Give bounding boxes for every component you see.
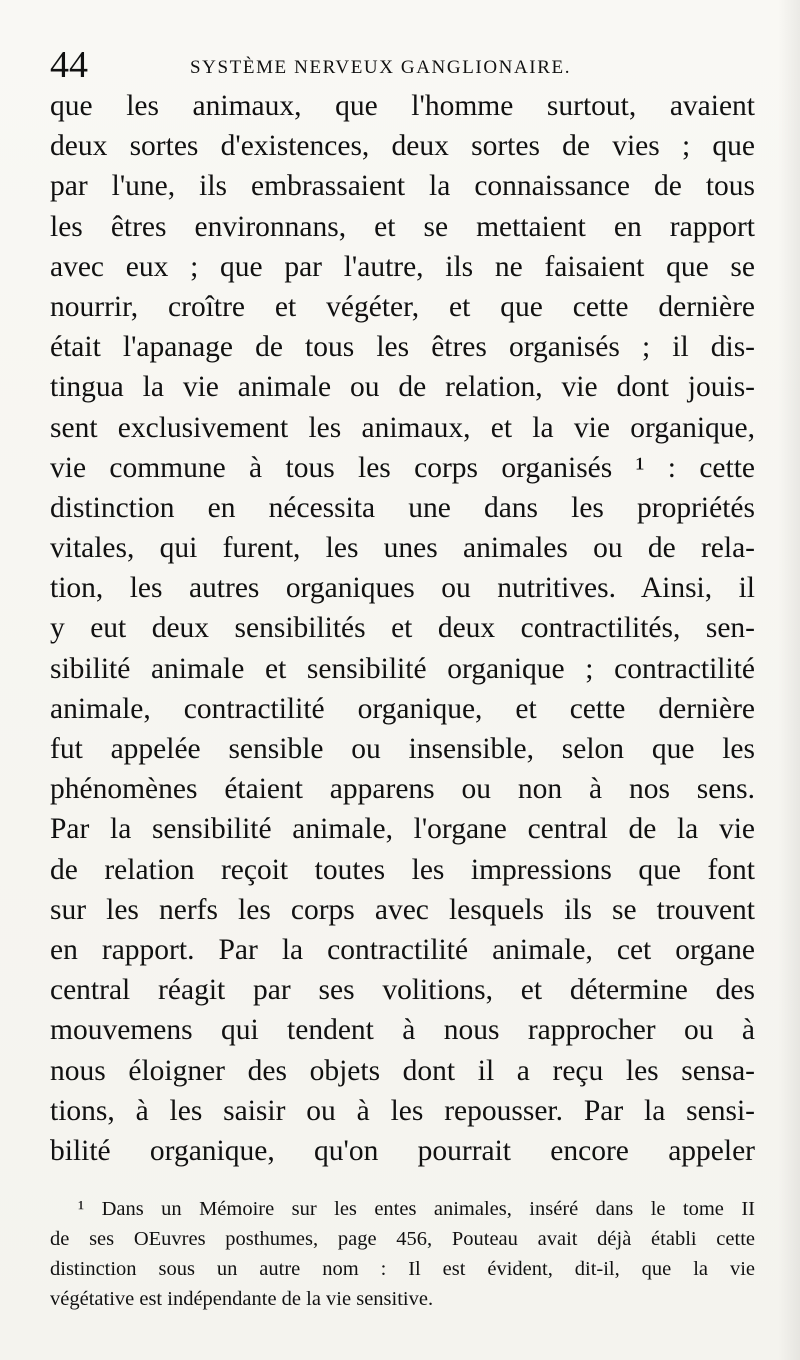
page-edge-shadow <box>778 0 800 1360</box>
text-line: central réagit par ses volitions, et détermine des <box>50 974 755 1007</box>
text-line: vitales, qui furent, les unes animales ou de rela- <box>50 532 755 565</box>
text-line: y eut deux sensibilités et deux contractilités, sen- <box>50 612 755 645</box>
text-line: par l'une, ils embrassaient la connaissance de tous <box>50 170 755 203</box>
text-line: sur les nerfs les corps avec lesquels ils se trouvent <box>50 893 755 926</box>
text-line: avec eux ; que par l'autre, ils ne faisaient que se <box>50 250 755 283</box>
page-header <box>50 40 755 90</box>
text-line: animale, contractilité organique, et cette dernière <box>50 692 755 725</box>
text-line: distinction en nécessita une dans les propriétés <box>50 491 755 524</box>
text-line: en rapport. Par la contractilité animale, cet organe <box>50 933 755 966</box>
text-line: fut appelée sensible ou insensible, selon que les <box>50 733 755 765</box>
page-number: 44 <box>50 44 88 86</box>
text-line: sibilité animale et sensibilité organique ; contractilité <box>50 652 755 685</box>
footnote-line: ¹ Dans un Mémoire sur les entes animales, inséré dans le tome II <box>78 1198 755 1220</box>
running-title: SYSTÈME NERVEUX GANGLIONAIRE. <box>190 57 572 78</box>
text-line: Par la sensibilité animale, l'organe central de la vie <box>50 813 755 846</box>
text-line: tions, à les saisir ou à les repousser. Par la sensi- <box>50 1094 755 1127</box>
text-line: les êtres environnans, et se mettaient en rapport <box>50 210 755 243</box>
footnote-line: végétative est indépendante de la vie sensitive. <box>50 1288 434 1310</box>
text-line: que les animaux, que l'homme surtout, avaient <box>50 90 755 122</box>
text-line: vie commune à tous les corps organisés ¹ : cette <box>50 451 755 484</box>
footnote <box>50 1194 755 1314</box>
text-line: deux sortes d'existences, deux sortes de vies ; que <box>50 130 755 163</box>
text-line: nourrir, croître et végéter, et que cette dernière <box>50 290 755 323</box>
text-line: nous éloigner des objets dont il a reçu les sensa- <box>50 1054 755 1087</box>
text-line: tingua la vie animale ou de relation, vie dont jouis- <box>50 371 755 404</box>
text-line: de relation reçoit toutes les impressions que font <box>50 853 755 886</box>
text-line: tion, les autres organiques ou nutritives. Ainsi, il <box>50 572 755 605</box>
footnote-line: distinction sous un autre nom : Il est évident, dit-il, que la vie <box>50 1258 755 1280</box>
text-line: phénomènes étaient apparens ou non à nos sens. <box>50 773 755 806</box>
text-line: bilité organique, qu'on pourrait encore appeler <box>50 1134 755 1167</box>
footnote-line: de ses OEuvres posthumes, page 456, Pouteau avait déjà établi cette <box>50 1228 755 1250</box>
text-line: sent exclusivement les animaux, et la vie organique, <box>50 411 755 444</box>
text-line: était l'apanage de tous les êtres organisés ; il dis- <box>50 331 755 364</box>
body-text <box>50 86 755 1171</box>
text-line: mouvemens qui tendent à nous rapprocher ou à <box>50 1014 755 1047</box>
